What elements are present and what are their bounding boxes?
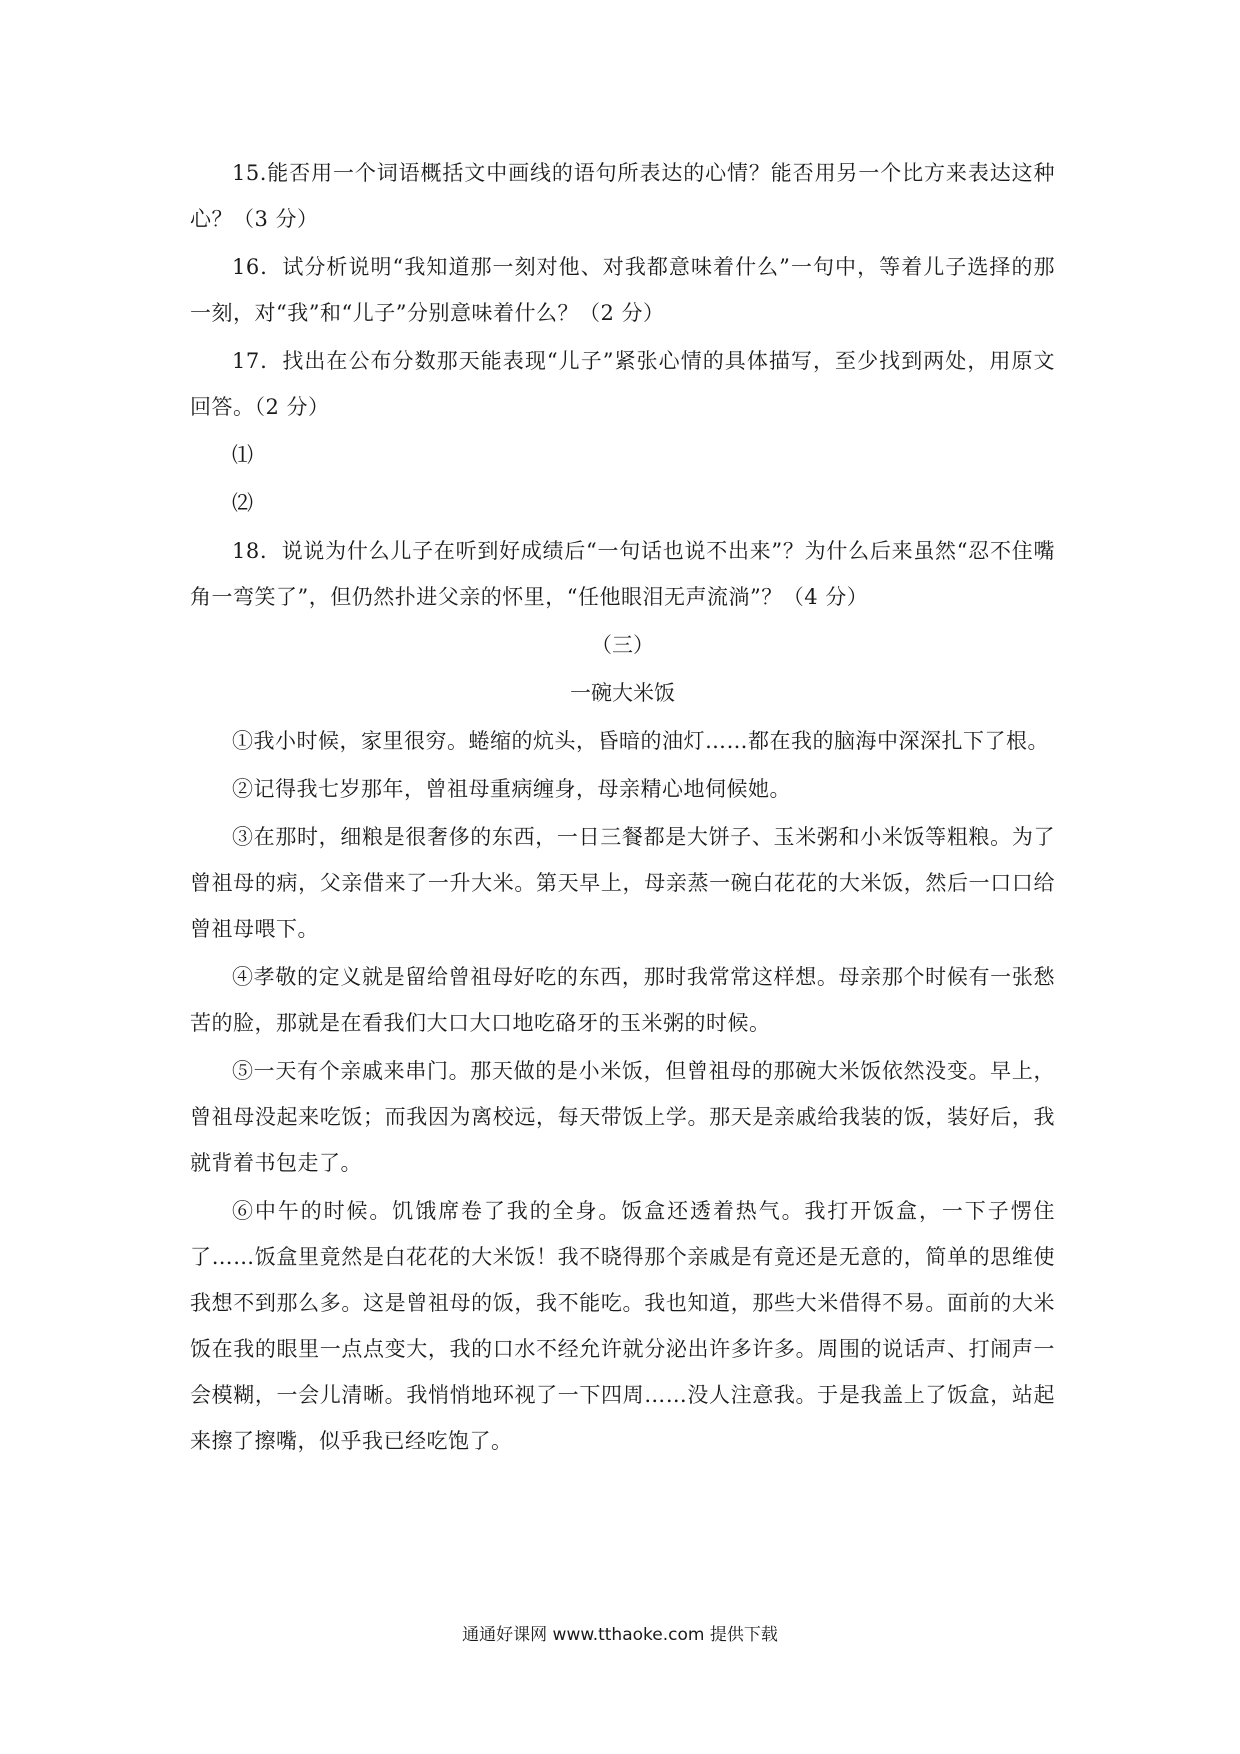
- page-content: [190, 150, 1055, 1466]
- question-18: 18．说说为什么儿子在听到好成绩后“一句话也说不出来”？为什么后来虽然“忍不住嘴角一弯笑了”，但仍然扑进父亲的怀里，“任他眼泪无声流淌”？（4 分）: [190, 539, 1055, 609]
- article-paragraph-2: ②记得我七岁那年，曾祖母重病缠身，母亲精心地伺候她。: [232, 777, 791, 801]
- page-footer: 通通好课网 www.tthaoke.com 提供下载: [462, 1625, 778, 1645]
- question-16: 16．试分析说明“我知道那一刻对他、对我都意味着什么”一句中，等着儿子选择的那一刻，对“我”和“儿子”分别意味着什么？（2 分）: [190, 255, 1055, 325]
- article-title: 一碗大米饭: [570, 681, 675, 705]
- question-17: 17．找出在公布分数那天能表现“儿子”紧张心情的具体描写，至少找到两处，用原文回答。（2 分）: [190, 349, 1055, 419]
- article-paragraph-1: ①我小时候，家里很穷。蜷缩的炕头，昏暗的油灯……都在我的脑海中深深扎下了根。: [232, 729, 1049, 753]
- article-paragraph-5: ⑤一天有个亲戚来串门。那天做的是小米饭，但曾祖母的那碗大米饭依然没变。早上，曾祖母没起来吃饭；而我因为离校远，每天带饭上学。那天是亲戚给我装的饭，装好后，我就背着书包走了。: [190, 1059, 1055, 1175]
- answer-slot-1: ⑴: [232, 443, 253, 467]
- article-paragraph-6: ⑥中午的时候。饥饿席卷了我的全身。饭盒还透着热气。我打开饭盒，一下子愣住了……饭盒里竟然是白花花的大米饭！我不晓得那个亲戚是有竟还是无意的，简单的思维使我想不到那么多。这是曾祖母的饭，我不能吃。我也知道，那些大米借得不易。面前的大米饭在我的眼里一点点变大，我的口水不经允许就分泌出许多许多。周围的说话声、打闹声一会模糊，一会儿清晰。我悄悄地环视了一下四周……没人注意我。于是我盖上了饭盒，站起来擦了擦嘴，似乎我已经吃饱了。: [190, 1199, 1055, 1453]
- section-label: （三）: [591, 633, 654, 657]
- article-paragraph-3: ③在那时，细粮是很奢侈的东西，一日三餐都是大饼子、玉米粥和小米饭等粗粮。为了曾祖母的病，父亲借来了一升大米。第天早上，母亲蒸一碗白花花的大米饭，然后一口口给曾祖母喂下。: [190, 825, 1055, 941]
- article-paragraph-4: ④孝敬的定义就是留给曾祖母好吃的东西，那时我常常这样想。母亲那个时候有一张愁苦的脸，那就是在看我们大口大口地吃硌牙的玉米粥的时候。: [190, 965, 1055, 1035]
- answer-slot-2: ⑵: [232, 491, 253, 515]
- question-15: 15.能否用一个词语概括文中画线的语句所表达的心情？能否用另一个比方来表达这种心？（3 分）: [190, 161, 1055, 231]
